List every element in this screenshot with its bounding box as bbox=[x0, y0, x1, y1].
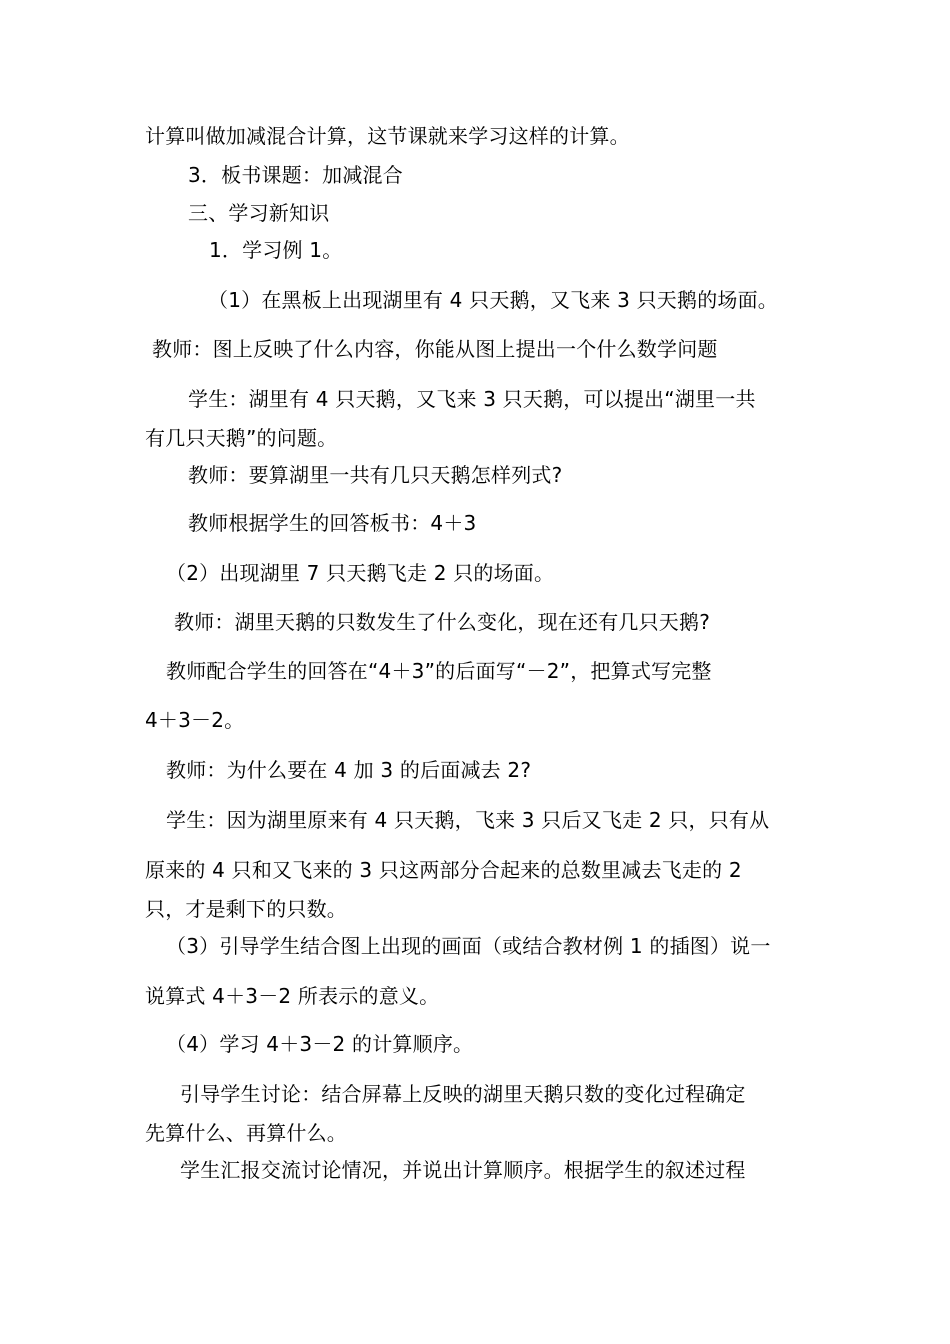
text-line: 有几只天鹅”的问题。 bbox=[145, 426, 338, 450]
text-line: 教师根据学生的回答板书：4＋3 bbox=[188, 511, 477, 535]
text-line: （4）学习 4＋3－2 的计算顺序。 bbox=[166, 1032, 474, 1056]
text-line: 4＋3－2。 bbox=[145, 708, 245, 732]
text-line: 计算叫做加减混合计算，这节课就来学习这样的计算。 bbox=[145, 124, 630, 148]
text-line: 先算什么、再算什么。 bbox=[145, 1121, 347, 1145]
text-line: 教师：要算湖里一共有几只天鹅怎样列式? bbox=[188, 463, 563, 487]
text-line: 学生汇报交流讨论情况，并说出计算顺序。根据学生的叙述过程 bbox=[180, 1158, 746, 1182]
text-line: 说算式 4＋3－2 所表示的意义。 bbox=[145, 984, 440, 1008]
text-line: 教师：为什么要在 4 加 3 的后面减去 2? bbox=[166, 758, 532, 782]
text-line: 学生：湖里有 4 只天鹅，又飞来 3 只天鹅，可以提出“湖里一共 bbox=[188, 387, 756, 411]
subsection-heading: 1．学习例 1。 bbox=[209, 238, 343, 262]
text-line: 学生：因为湖里原来有 4 只天鹅，飞来 3 只后又飞走 2 只，只有从 bbox=[166, 808, 770, 832]
text-line: 教师：图上反映了什么内容，你能从图上提出一个什么数学问题 bbox=[152, 337, 718, 361]
text-line: 只，才是剩下的只数。 bbox=[145, 897, 347, 921]
text-line: 引导学生讨论：结合屏幕上反映的湖里天鹅只数的变化过程确定 bbox=[180, 1082, 746, 1106]
text-line: 3．板书课题：加减混合 bbox=[188, 163, 403, 187]
text-line: （3）引导学生结合图上出现的画面（或结合教材例 1 的插图）说一 bbox=[166, 934, 771, 958]
text-line: 教师配合学生的回答在“4＋3”的后面写“－2”，把算式写完整 bbox=[166, 659, 712, 683]
text-line: （1）在黑板上出现湖里有 4 只天鹅，又飞来 3 只天鹅的场面。 bbox=[208, 288, 779, 312]
section-heading: 三、学习新知识 bbox=[188, 201, 330, 225]
text-line: （2）出现湖里 7 只天鹅飞走 2 只的场面。 bbox=[166, 561, 555, 585]
text-line: 教师：湖里天鹅的只数发生了什么变化，现在还有几只天鹅? bbox=[174, 610, 711, 634]
text-line: 原来的 4 只和又飞来的 3 只这两部分合起来的总数里减去飞走的 2 bbox=[145, 858, 742, 882]
